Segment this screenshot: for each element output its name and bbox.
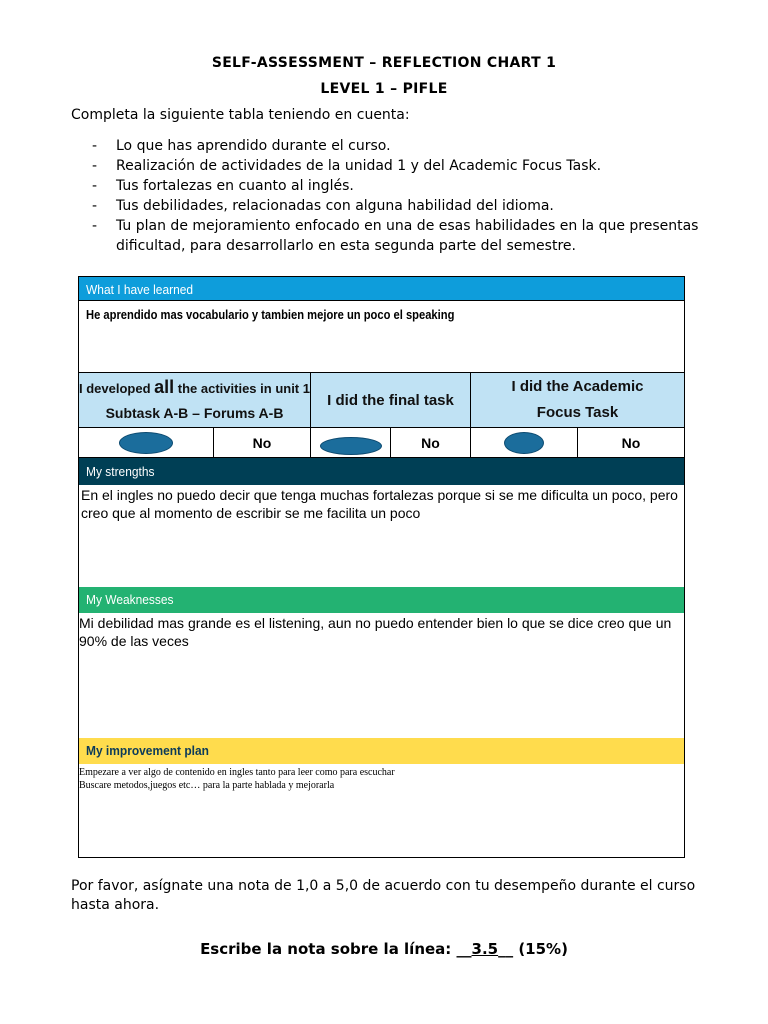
improvement-plan-answer[interactable]: Empezare a ver algo de contenido en ingles tanto para leer como para escuchar Buscare metodos,juegos etc… para la parte hablada y mejorarla — [79, 767, 395, 791]
final-task-yes-cell[interactable] — [311, 428, 391, 457]
list-item: - Realización de actividades de la unidad 1 y del Academic Focus Task. — [92, 158, 602, 174]
learned-header: What I have learned — [79, 277, 684, 301]
grade-instruction: Por favor, asígnate una nota de 1,0 a 5,0 de acuerdo con tu desempeño durante el curso hasta ahora. — [71, 878, 696, 913]
reflection-table — [78, 276, 685, 858]
strengths-header: My strengths — [79, 457, 684, 485]
list-item: - Lo que has aprendido durante el curso. — [92, 138, 391, 154]
intro-text: Completa la siguiente tabla teniendo en cuenta: — [71, 107, 410, 123]
grade-value[interactable]: 3.5 — [471, 940, 499, 958]
weaknesses-header: My Weaknesses — [79, 587, 684, 613]
yes-no-row — [79, 428, 684, 457]
focus-task-no-cell[interactable]: No — [621, 434, 641, 451]
strengths-answer[interactable]: En el ingles no puedo decir que tenga muchas fortalezas porque si se me dificulta un poco, pero creo que al momento de escribir se me facilita un poco — [81, 487, 678, 521]
selection-oval — [119, 432, 173, 454]
unit1-no-cell[interactable]: No — [214, 428, 311, 457]
improvement-plan-header: My improvement plan — [79, 738, 684, 764]
document-subtitle: LEVEL 1 – PIFLE — [320, 81, 448, 97]
selection-oval — [504, 432, 544, 454]
selection-oval — [320, 437, 382, 455]
unit1-yes-cell[interactable] — [79, 428, 214, 457]
list-item: - Tu plan de mejoramiento enfocado en una de esas habilidades en la que presentas dificultad, para desarrollarlo en esta segunda parte del semestre. — [92, 218, 699, 254]
activities-unit1-cell: I developed all the activities in unit 1 Subtask A-B – Forums A-B — [79, 373, 311, 427]
grade-line: Escribe la nota sobre la línea: __3.5__ (15%) — [200, 940, 568, 958]
document-title: SELF-ASSESSMENT – REFLECTION CHART 1 — [211, 55, 557, 71]
list-item: - Tus fortalezas en cuanto al inglés. — [92, 178, 354, 194]
final-task-cell: I did the final task — [311, 373, 471, 427]
learned-answer[interactable]: He aprendido mas vocabulario y tambien mejore un poco el speaking — [86, 307, 455, 322]
academic-focus-cell: I did the Academic Focus Task — [511, 378, 644, 421]
focus-task-yes-cell[interactable] — [471, 428, 578, 457]
instruction-list — [92, 136, 712, 256]
final-task-no-cell[interactable]: No — [391, 428, 471, 457]
list-item: - Tus debilidades, relacionadas con alguna habilidad del idioma. — [92, 198, 554, 214]
activities-row — [79, 372, 684, 428]
weaknesses-answer[interactable]: Mi debilidad mas grande es el listening, aun no puedo entender bien lo que se dice creo que un 90% de las veces — [79, 615, 672, 649]
